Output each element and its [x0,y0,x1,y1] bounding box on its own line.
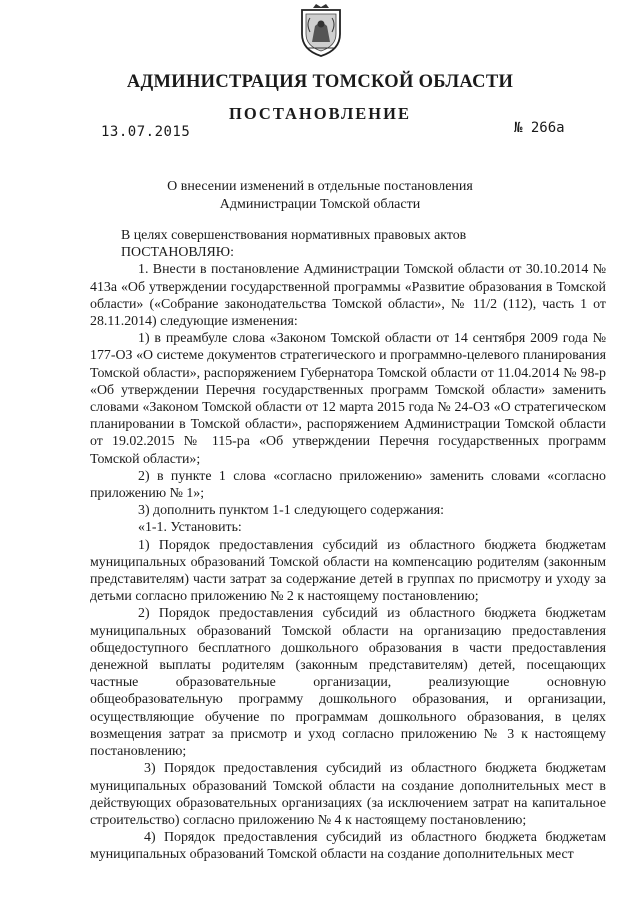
coat-of-arms-icon [298,4,344,58]
list-item: 3) Порядок предоставления субсидий из областного бюджета бюджетам муниципальных образований Томской области на создание дополнительных мест в действующих образовательных организациях (за исключением затрат на капитальное строительство) согласно приложению № 4 к настоящему постановлению; [90,761,606,828]
document-date: 13.07.2015 [101,124,191,140]
subject-line: Администрации Томской области [219,196,421,212]
paragraph-1: 1. Внести в постановление Администрации Томской области от 30.10.2014 № 413а «Об утверждении государственной программы «Развитие образования в Томской области» («Собрание законодательства Томской области», № 11/2 (112), часть 1 от 28.11.2014) следующие изменения: [90,262,606,330]
decree-word: ПОСТАНОВЛЯЮ: [121,245,234,261]
document-number: № 266а [514,120,565,136]
list-item: 2) Порядок предоставления субсидий из областного бюджета бюджетам муниципальных образований Томской области на организацию предоставления общедоступного бесплатного дошкольного образования в части предоставления денежной выплаты родителям (законным представителям) детей, посещающих частные образовательные организации, реализующие основную общеобразовательную программу дошкольного образования, и организации, осуществляющие обучение по программам дошкольного образования, в целях возмещения затрат за присмотр и уход согласно приложению № 3 к настоящему постановлению; [90,606,606,760]
list-item: 4) Порядок предоставления субсидий из областного бюджета бюджетам муниципальных образований Томской области на создание дополнительных мест [90,830,606,863]
list-item: 2) в пункте 1 слова «согласно приложению» заменить словами «согласно приложению № 1»; [90,468,606,502]
organization-title: АДМИНИСТРАЦИЯ ТОМСКОЙ ОБЛАСТИ [126,72,514,92]
list-item: 1) Порядок предоставления субсидий из областного бюджета бюджетам муниципальных образований Томской области на компенсацию родителям (законным представителям) части затрат за содержание детей в группах по присмотру и уходу за детьми согласно приложению № 2 к настоящему постановлению; [90,537,606,605]
list-item: 1) в преамбуле слова «Законом Томской области от 14 сентября 2009 года № 177-ОЗ «О системе документов стратегического и программно-целевого планирования Томской области», распоряжением Губернатора Томской области от 11.04.2014 № 98-р «Об утверждении Перечня государственных программ Томской области» заменить словами «Законом Томской области от 12 марта 2015 года № 24-ОЗ «О стратегическом планировании в Томской области», распоряжением Администрации Томской области от 19.02.2015 № 115-ра «Об утверждении Перечня государственных программ Томской области»; [90,331,606,467]
purpose-paragraph: В целях совершенствования нормативных правовых актов [121,228,467,243]
document-body [90,227,606,864]
list-item: 3) дополнить пунктом 1-1 следующего содержания: [138,503,444,519]
subject-line: О внесении изменений в отдельные постановления [167,179,473,194]
document-subject [0,178,640,213]
document-type: ПОСТАНОВЛЕНИЕ [229,104,411,123]
clause-heading: «1-1. Установить: [138,520,242,536]
